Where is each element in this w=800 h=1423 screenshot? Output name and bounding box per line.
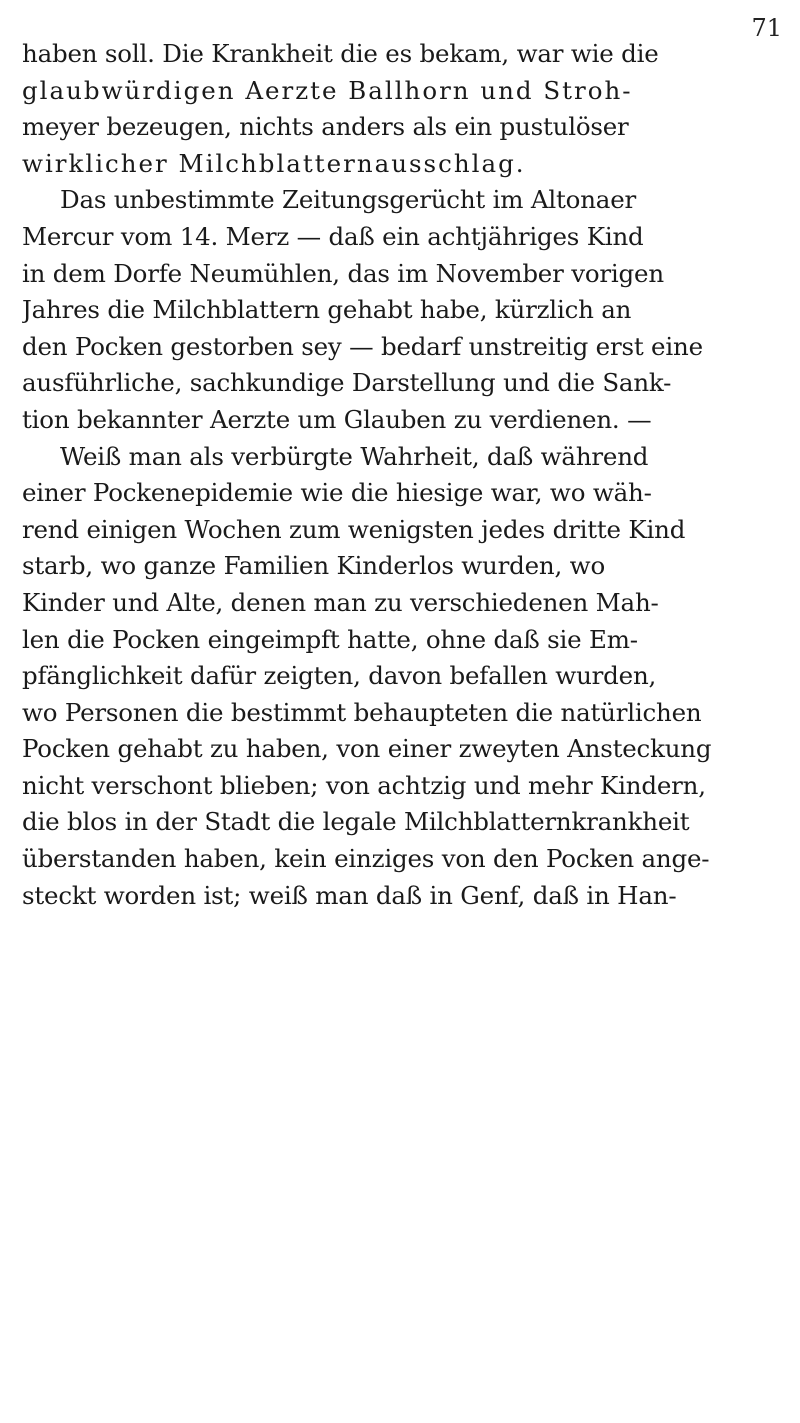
text-line: steckt worden ist; weiß man daß in Genf, daß in Han- xyxy=(22,880,677,910)
text-line: überstanden haben, kein einziges von den Pocken ange- xyxy=(22,844,710,874)
text-line: den Pocken gestorben sey — bedarf unstreitig erst eine xyxy=(22,331,703,361)
text-line: Pocken gehabt zu haben, von einer zweyten Ansteckung xyxy=(22,734,712,764)
text-line: die blos in der Stadt die legale Milchblatternkrankheit xyxy=(22,807,690,837)
text-line: haben soll. Die Krankheit die es bekam, war wie die xyxy=(22,39,659,68)
text-line: in dem Dorfe Neumühlen, das im November vorigen xyxy=(22,258,664,288)
text-line: Das unbestimmte Zeitungsgerücht im Altonaer xyxy=(60,185,637,215)
text-line: Mercur vom 14. Merz — daß ein achtjähriges Kind xyxy=(22,221,644,251)
text-line: einer Pockenepidemie wie die hiesige war, wo wäh- xyxy=(22,478,652,508)
text-line: Kinder und Alte, denen man zu verschiedenen Mah- xyxy=(22,587,659,617)
text-line: ausführliche, sachkundige Darstellung und die Sank- xyxy=(22,368,672,398)
page-number: 71 xyxy=(751,14,782,42)
text-line: meyer bezeugen, nichts anders als ein pustulöser xyxy=(22,112,629,142)
body-text xyxy=(22,36,792,914)
text-line: rend einigen Wochen zum wenigsten jedes dritte Kind xyxy=(22,514,686,544)
text-line: tion bekannter Aerzte um Glauben zu verdienen. — xyxy=(22,404,652,434)
text-line: starb, wo ganze Familien Kinderlos wurden, wo xyxy=(22,551,605,581)
text-line: glaubwürdigen Aerzte Ballhorn und Stroh- xyxy=(22,75,633,105)
text-line: len die Pocken eingeimpft hatte, ohne daß sie Em- xyxy=(22,624,638,654)
text-line: wo Personen die bestimmt behaupteten die natürlichen xyxy=(22,697,702,727)
text-line: pfänglichkeit dafür zeigten, davon befallen wurden, xyxy=(22,661,657,691)
text-line: nicht verschont blieben; von achtzig und mehr Kindern, xyxy=(22,770,706,800)
text-line: Jahres die Milchblattern gehabt habe, kürzlich an xyxy=(22,295,632,325)
text-line: Weiß man als verbürgte Wahrheit, daß während xyxy=(60,441,649,471)
text-line: wirklicher Milchblatternausschlag. xyxy=(22,148,526,178)
